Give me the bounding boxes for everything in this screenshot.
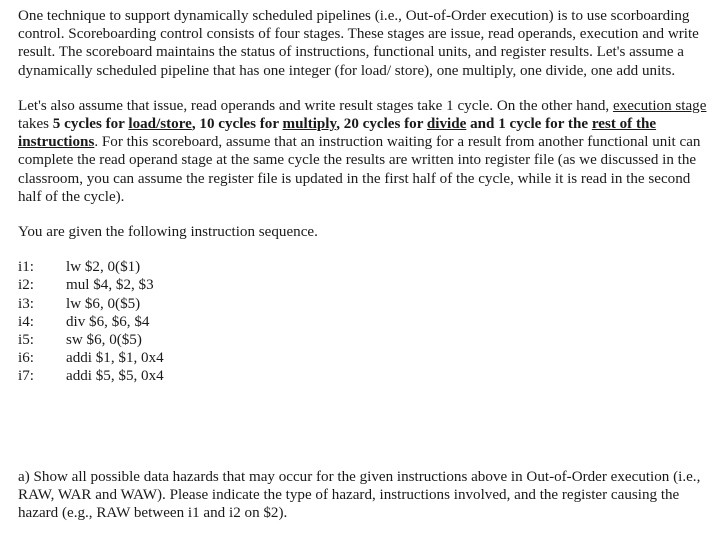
assumptions-text-3: . For this scoreboard, assume that an instruction waiting for a result from another functional unit can complete the read operand stage at the same cycle the results are written into register file (as we discussed in the classroom, you can assume the register file is updated in the first half of the cycle, while it is read in the second half of the cycle). <box>18 134 701 205</box>
instruction-row <box>18 313 708 331</box>
instruction-code: lw $6, 0($5) <box>66 295 141 312</box>
instruction-label: i5: <box>18 331 34 348</box>
instruction-label: i3: <box>18 295 34 312</box>
instruction-label: i2: <box>18 277 34 294</box>
instruction-code: lw $2, 0($1) <box>66 259 141 276</box>
instruction-label: i7: <box>18 368 34 385</box>
instruction-row <box>18 367 708 385</box>
execution-stage-term: execution stage <box>612 97 707 114</box>
instruction-label: i6: <box>18 350 34 367</box>
instruction-row <box>18 258 708 276</box>
instruction-row <box>18 349 708 367</box>
intro-paragraph: One technique to support dynamically scheduled pipelines (i.e., Out-of-Order execution) is to use scorboarding control. Scoreboarding control consists of four stages. These stages are issue, read operands, execution and write result. The scoreboard maintains the status of instructions, functional units, and register results. Let's assume a dynamically scheduled pipeline that has one integer (for load/ store), one multiply, one divide, one add units. <box>18 8 699 79</box>
question-a: a) Show all possible data hazards that may occur for the given instructions above in Out-of-Order execution (i.e., RAW, WAR and WAW). Please indicate the type of hazard, instructions involved, and the register causing the hazard (e.g., RAW between i1 and i2 on $2). <box>18 469 701 522</box>
instruction-sequence <box>18 258 708 385</box>
instruction-row <box>18 331 708 349</box>
load-store-term: load/store <box>128 116 192 133</box>
multiply-term: multiply <box>282 116 337 133</box>
instruction-code: addi $1, $1, 0x4 <box>66 350 164 367</box>
instruction-label: i1: <box>18 259 34 276</box>
instruction-row <box>18 295 708 313</box>
sequence-intro: You are given the following instruction sequence. <box>18 224 318 241</box>
cycles-bold-3: , 20 cycles for <box>336 116 427 133</box>
instruction-code: sw $6, 0($5) <box>66 331 142 348</box>
cycles-bold-4: and 1 cycle for the <box>466 116 592 133</box>
instruction-label: i4: <box>18 313 34 330</box>
cycles-bold-1: 5 cycles for <box>52 116 129 133</box>
instruction-code: mul $4, $2, $3 <box>66 277 154 294</box>
assumptions-paragraph <box>18 97 708 206</box>
document-body <box>18 7 708 522</box>
assumptions-text-1: Let's also assume that issue, read operands and write result stages take 1 cycle. On the other hand, <box>18 97 613 114</box>
divide-term: divide <box>426 116 467 133</box>
instruction-row <box>18 276 708 294</box>
cycles-bold-2: , 10 cycles for <box>191 116 283 133</box>
instruction-code: addi $5, $5, 0x4 <box>66 368 164 385</box>
rest-of-instructions-term: rest of the instructions <box>18 116 657 151</box>
assumptions-text-2: takes <box>18 116 53 133</box>
instruction-code: div $6, $6, $4 <box>66 313 150 330</box>
